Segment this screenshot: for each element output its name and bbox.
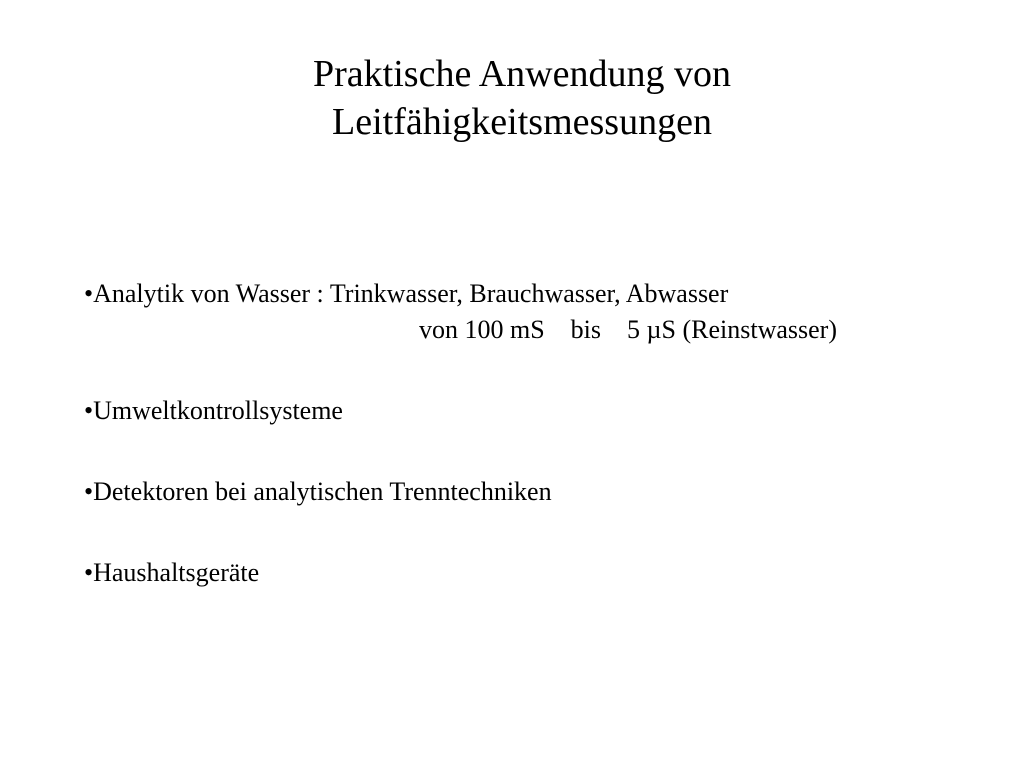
bullet-item-detectors: [84, 474, 984, 510]
title-line-2: Leitfähigkeitsmessungen: [332, 101, 712, 143]
bullet-point-icon: •: [84, 396, 94, 425]
bullet-item-environment-control: [84, 393, 984, 429]
title-line-1: Praktische Anwendung von: [313, 53, 731, 95]
bullet-text: Haushaltsgeräte: [93, 558, 260, 587]
bullet-point-icon: •: [84, 477, 94, 506]
bullet-point-icon: •: [84, 558, 94, 587]
bullet-text: Detektoren bei analytischen Trenntechniken: [93, 477, 552, 506]
bullet-item-water-analysis: [84, 276, 984, 348]
bullet-point-icon: •: [84, 279, 94, 308]
bullet-text: Umweltkontrollsysteme: [93, 396, 343, 425]
slide-title: [112, 50, 932, 146]
bullet-subline-range: von 100 mS bis 5 µS (Reinstwasser): [419, 315, 837, 344]
bullet-text: Analytik von Wasser : Trinkwasser, Brauchwasser, Abwasser: [93, 279, 729, 308]
bullet-list: [84, 276, 984, 591]
bullet-item-household-appliances: [84, 555, 984, 591]
